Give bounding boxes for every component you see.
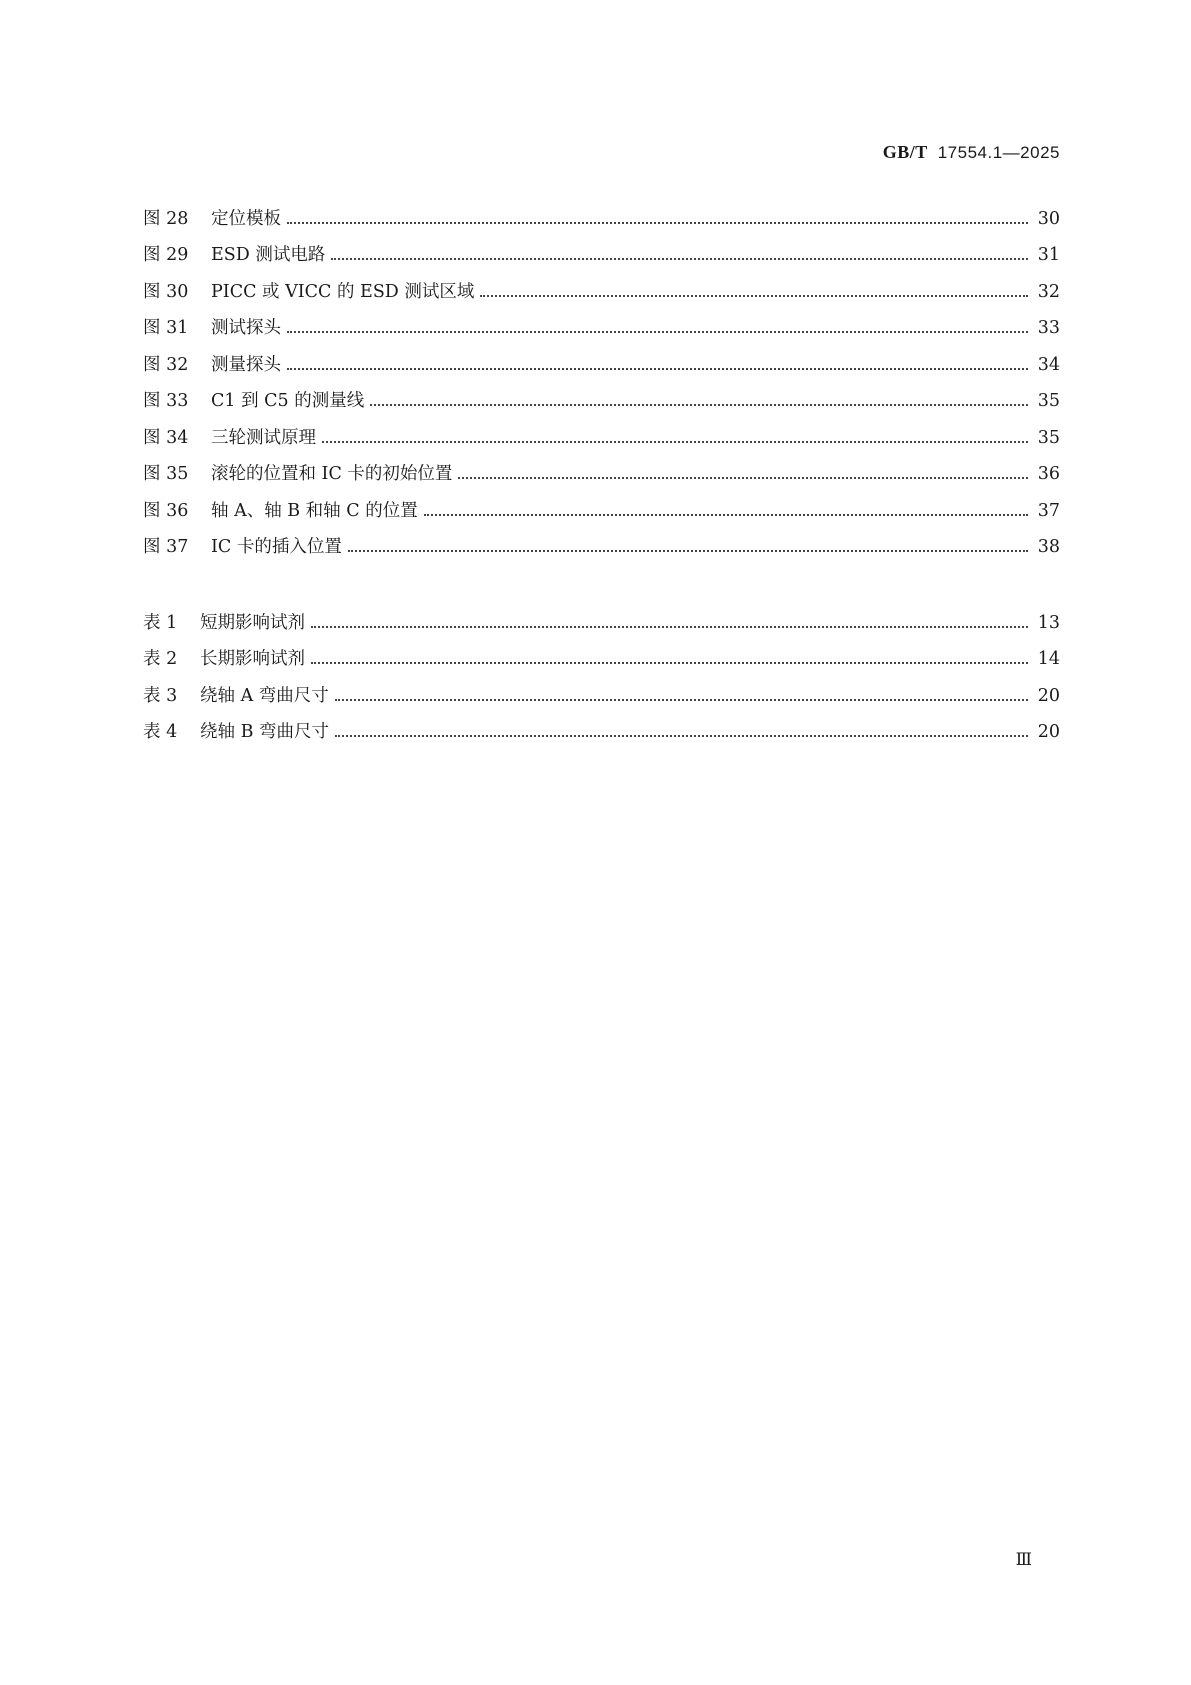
toc-entry-figure-37[interactable]: [143, 522, 1060, 559]
toc-entry-page: 32: [1037, 281, 1060, 302]
toc-entry-figure-35[interactable]: [143, 449, 1060, 486]
toc-entry-title: 测试探头: [211, 318, 281, 338]
toc-entry-label: 图 37: [143, 537, 189, 557]
toc-entry-page: 20: [1037, 722, 1060, 742]
toc-entry-label: 图 33: [143, 391, 189, 411]
toc-entry-label: 表 4: [143, 722, 178, 742]
dot-leader: [348, 550, 1028, 552]
figure-list: [143, 193, 1060, 558]
dot-leader: [335, 735, 1028, 737]
toc-entry-label: 图 29: [143, 245, 189, 265]
toc-entry-title: 长期影响试剂: [200, 649, 305, 669]
toc-entry-label: 图 34: [143, 427, 189, 448]
toc-entry-title: IC 卡的插入位置: [211, 537, 342, 557]
toc-entry-table-2[interactable]: [143, 634, 1060, 671]
toc-entry-title: 滚轮的位置和 IC 卡的初始位置: [211, 464, 453, 484]
toc-entry-figure-30[interactable]: [143, 266, 1060, 303]
toc-entry-title: 三轮测试原理: [211, 427, 316, 448]
toc-entry-page: 30: [1037, 208, 1060, 229]
dot-leader: [370, 404, 1028, 406]
toc-entry-title: ESD 测试电路: [211, 245, 326, 265]
standard-header: [883, 142, 1060, 163]
dot-leader: [311, 626, 1028, 628]
toc-entry-label: 图 30: [143, 281, 189, 302]
toc-entry-title: PICC 或 VICC 的 ESD 测试区域: [211, 281, 475, 302]
standard-number: 17554.1—2025: [937, 143, 1060, 162]
toc-entry-page: 31: [1037, 245, 1060, 265]
toc-entry-label: 图 35: [143, 464, 189, 484]
dot-leader: [287, 368, 1028, 370]
toc-entry-figure-32[interactable]: [143, 339, 1060, 376]
dot-leader: [335, 699, 1028, 701]
toc-entry-page: 38: [1037, 537, 1060, 557]
toc-entry-page: 20: [1037, 685, 1060, 706]
toc-entry-label: 表 1: [143, 612, 178, 633]
dot-leader: [458, 477, 1028, 479]
toc-entry-label: 图 28: [143, 208, 189, 229]
toc-entry-page: 35: [1037, 427, 1060, 448]
toc-entry-figure-33[interactable]: [143, 376, 1060, 413]
dot-leader: [287, 331, 1028, 333]
toc-entry-figure-31[interactable]: [143, 303, 1060, 340]
toc-entry-page: 33: [1037, 318, 1060, 338]
standard-prefix: GB/T: [882, 142, 928, 162]
dot-leader: [331, 258, 1028, 260]
toc-entry-label: 表 2: [143, 649, 178, 669]
toc-entry-table-1[interactable]: [143, 597, 1060, 634]
toc-entry-figure-28[interactable]: [143, 193, 1060, 230]
toc-entry-figure-36[interactable]: [143, 485, 1060, 522]
dot-leader: [480, 295, 1028, 297]
toc-entry-page: 34: [1037, 354, 1060, 375]
toc-entry-label: 表 3: [143, 685, 178, 706]
dot-leader: [424, 514, 1028, 516]
toc-entry-table-4[interactable]: [143, 707, 1060, 744]
toc-entry-label: 图 31: [143, 318, 189, 338]
dot-leader: [322, 441, 1028, 443]
toc-entry-figure-29[interactable]: [143, 230, 1060, 267]
toc-entry-label: 图 36: [143, 500, 189, 521]
toc-entry-title: C1 到 C5 的测量线: [211, 391, 365, 411]
toc-entry-label: 图 32: [143, 354, 189, 375]
toc-entry-title: 定位模板: [211, 208, 281, 229]
dot-leader: [287, 222, 1028, 224]
toc-entry-page: 14: [1037, 649, 1060, 669]
page-number: Ⅲ: [1015, 1550, 1033, 1570]
dot-leader: [311, 662, 1028, 664]
toc-entry-figure-34[interactable]: [143, 412, 1060, 449]
toc-entry-title: 短期影响试剂: [200, 612, 305, 633]
toc-entry-page: 35: [1037, 391, 1060, 411]
toc-entry-title: 绕轴 B 弯曲尺寸: [200, 722, 329, 742]
toc-entry-title: 轴 A、轴 B 和轴 C 的位置: [211, 500, 418, 521]
toc-entry-title: 测量探头: [211, 354, 281, 375]
toc-entry-page: 37: [1037, 500, 1060, 521]
toc-entry-title: 绕轴 A 弯曲尺寸: [200, 685, 329, 706]
toc-entry-table-3[interactable]: [143, 670, 1060, 707]
toc-entry-page: 13: [1037, 612, 1060, 633]
table-list: [143, 597, 1060, 743]
toc-entry-page: 36: [1037, 464, 1060, 484]
